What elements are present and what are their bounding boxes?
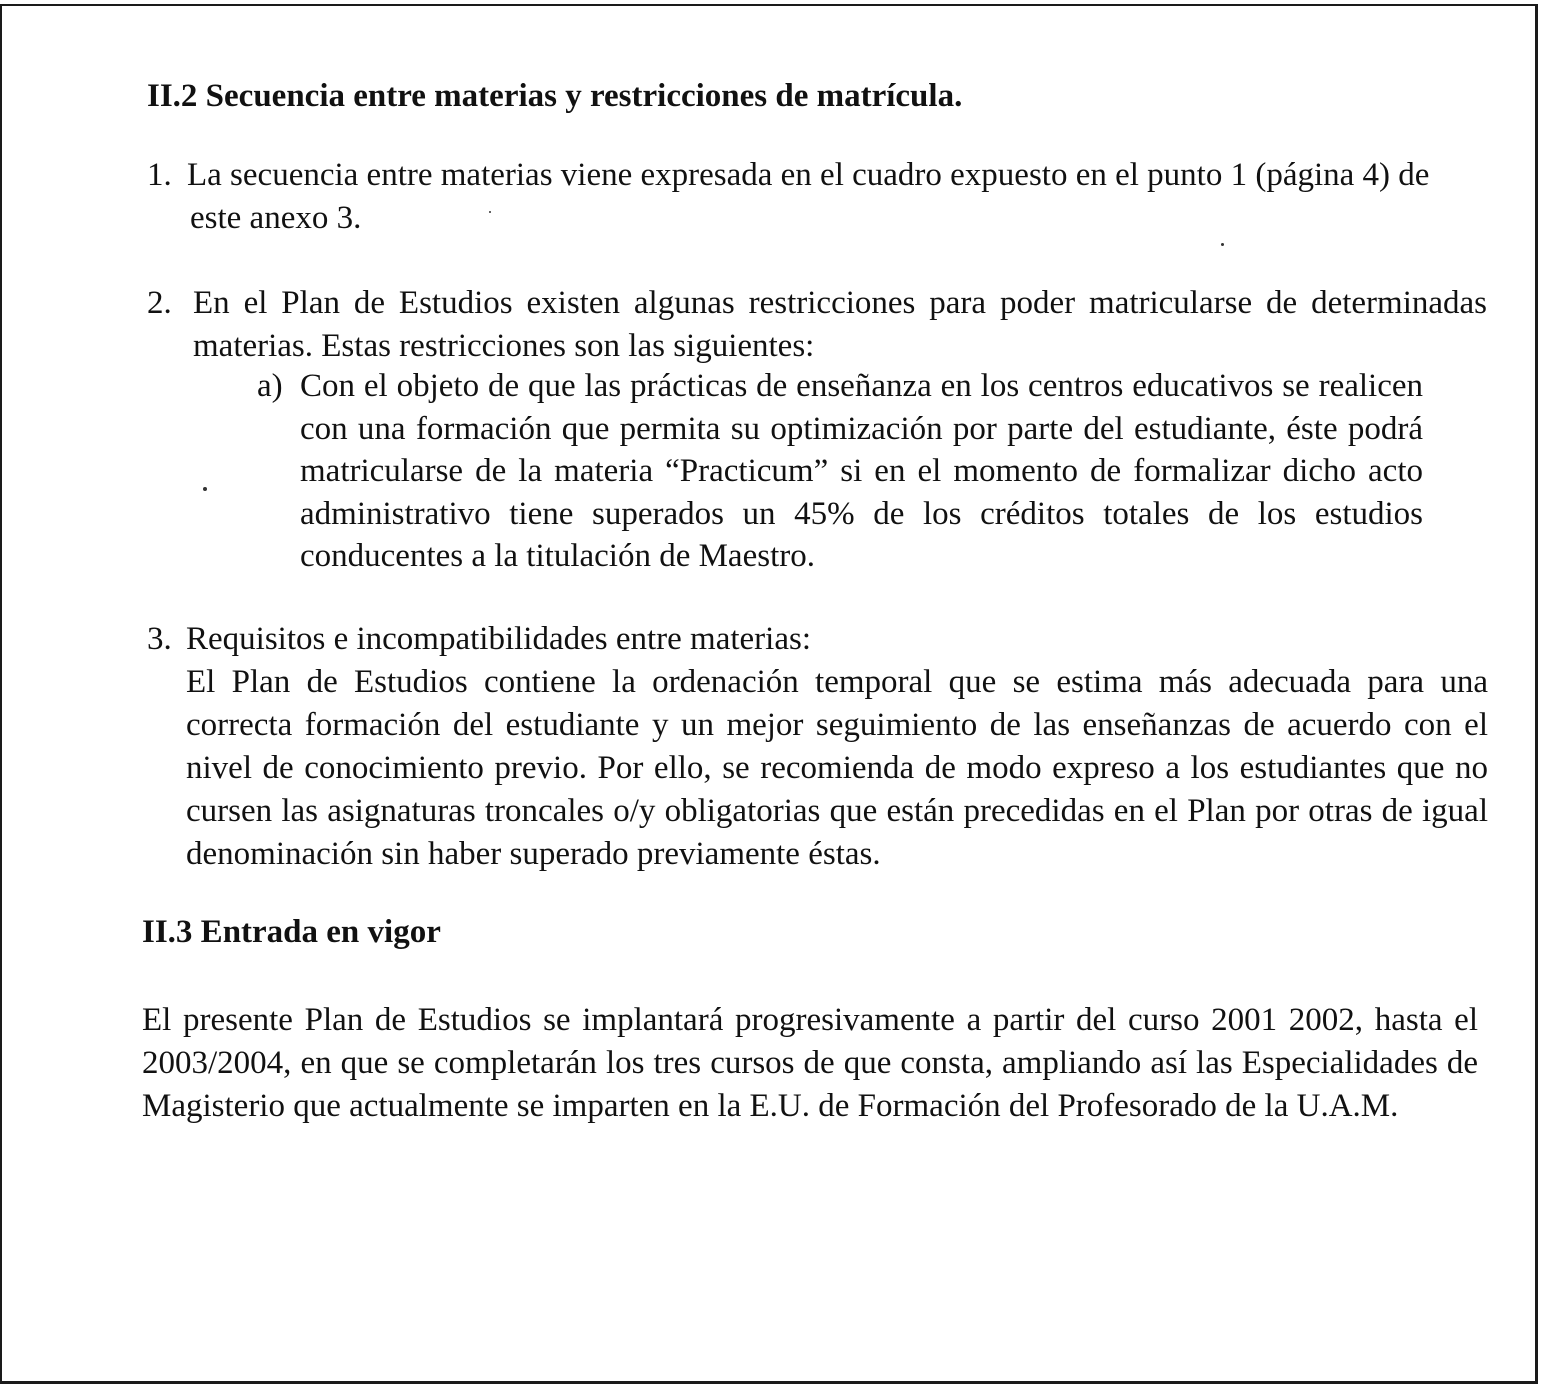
item-1-text: La secuencia entre materias viene expresada en el cuadro expuesto en el punto 1 (página 4) de este anexo 3.: [187, 157, 1430, 236]
item-2-number: 2.: [147, 285, 172, 321]
scan-speck: [489, 211, 491, 213]
section-ii3-text: El presente Plan de Estudios se implantará progresivamente a partir del curso 2001 2002, hasta el 2003/2004, en que se completarán los tres cursos de que consta, ampliando así las Especialidades de Magisterio que actualmente se imparten en la E.U. de Formación del Profesorado de la U.A.M.: [142, 1002, 1478, 1124]
item-3-text: El Plan de Estudios contiene la ordenación temporal que se estima más adecuada para una correcta formación del estudiante y un mejor seguimiento de las enseñanzas de acuerdo con el nivel de conocimiento previo. Por ello, se recomienda de modo expreso a los estudiantes que no cursen las asignaturas troncales o/y obligatorias que están precedidas en el Plan por otras de igual denominación sin haber superado previamente éstas.: [186, 664, 1488, 872]
scan-speck: [203, 487, 207, 491]
section-ii2-title: II.2 Secuencia entre materias y restricciones de matrícula.: [147, 78, 963, 114]
scan-speck: [1221, 243, 1224, 246]
section-ii3-title: II.3 Entrada en vigor: [142, 914, 441, 950]
subitem-a-text: Con el objeto de que las prácticas de enseñanza en los centros educativos se realicen con una formación que permita su optimización por parte del estudiante, éste podrá matricularse de la materia “Practicum” si en el momento de formalizar dicho acto administrativo tiene superados un 45% de los créditos totales de los estudios conducentes a la titulación de Maestro.: [300, 368, 1423, 574]
subitem-a-label: a): [257, 368, 283, 404]
item-3-heading: Requisitos e incompatibilidades entre materias:: [186, 621, 812, 657]
item-2-text: En el Plan de Estudios existen algunas restricciones para poder matricularse de determinadas materias. Estas restricciones son las siguientes:: [193, 285, 1487, 364]
item-3-number: 3.: [147, 621, 172, 657]
item-1-number: 1.: [147, 157, 172, 193]
